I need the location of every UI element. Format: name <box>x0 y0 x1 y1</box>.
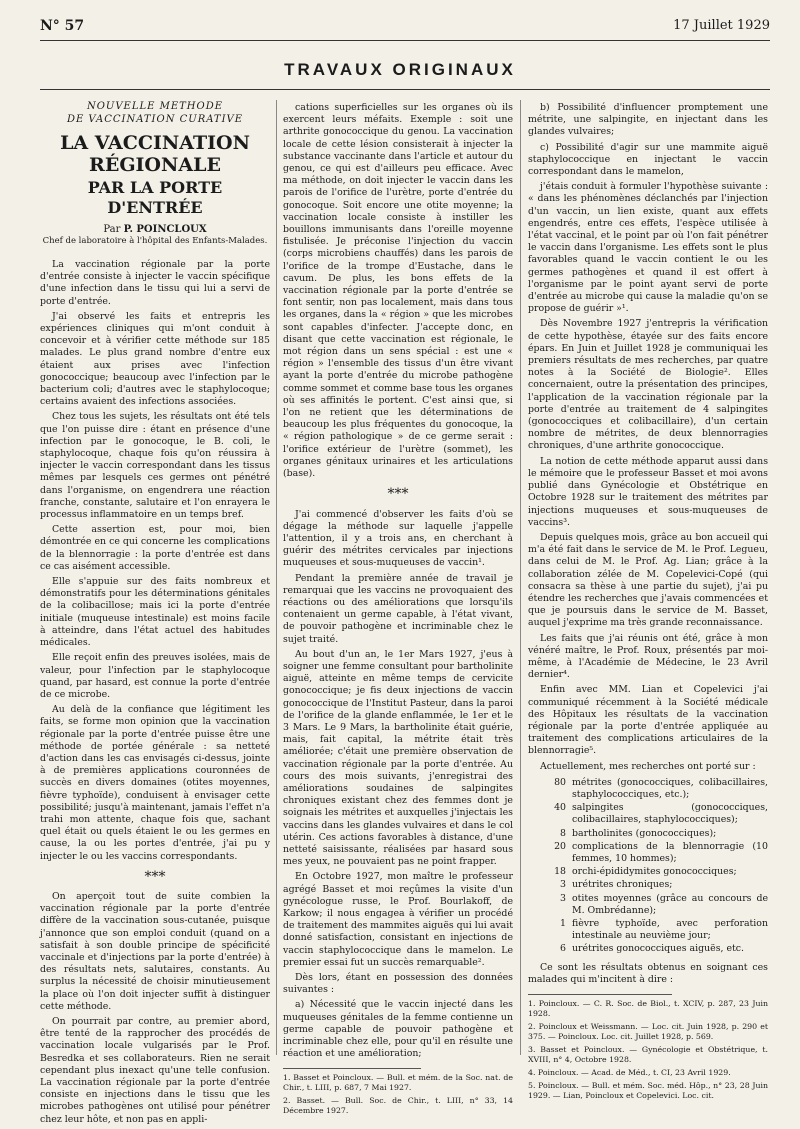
byline-prefix: Par <box>103 224 121 235</box>
paragraph: a) Nécessité que le vaccin injecté dans les muqueuses génitales de la femme contienne un germe capable de pouvoir pathogène et incriminable chez elle, pour qu'il en résulte une réaction et une amélioration; <box>283 999 513 1060</box>
paragraph: On pourrait par contre, au premier abord, être tenté de la rapprocher des procédés de vaccination locale vulgarisés par le Prof. Besredka et ses collaborateurs. Rien ne serait cependant plus inexact qu'une telle confusion. La vaccination régionale par la porte d'entrée consiste en injections dans le tissu que les microbes pathogènes ont utilisé pour pénétrer chez leur hôte, et non pas en appli- <box>40 1015 270 1125</box>
list-item-count: 18 <box>554 866 566 878</box>
author-affiliation: Chef de laboratoire à l'hôpital des Enfants-Malades. <box>42 236 268 246</box>
list-item-text: fièvre typhoïde, avec perforation intestinale au neuvième jour; <box>572 918 768 942</box>
list-item <box>528 879 768 891</box>
paragraph: J'ai commencé d'observer les faits d'où se dégage la méthode sur laquelle j'appelle l'attention, il y a trois ans, en cherchant à guérir des métrites cervicales par injections muqueuses et sous-muqueuses de vaccin¹. <box>283 508 513 569</box>
footnote: 5. Poincloux. — Bull. et mém. Soc. méd. Hôp., n° 23, 28 Juin 1929. — Lian, Poincloux et Copelevici. Loc. cit. <box>528 1081 768 1101</box>
paragraph: cations superficielles sur les organes où ils exercent leurs méfaits. Exemple : soit une arthrite gonococcique du genou. La vaccination locale de cette lésion consisterait à injecter la substance vaccinante dans l'article et autour du genou, ce qui est d'ailleurs peu efficace. Avec ma méthode, on doit injecter le vaccin dans les parois de l'orifice de l'urètre, porte d'entrée du gonocoque. Soit encore une otite moyenne; la vaccination locale consiste à instiller les bouillons immunisants dans l'oreille moyenne fistulisée. Je préconise l'injection du vaccin (corps microbiens chauffés) dans les parois de l'orifice de la trompe d'Eustache, dans le cavum. De plus, les bons effets de la vaccination régionale par la porte d'entrée se font sentir, non pas localement, mais dans tous les organes, dans la « région » que les microbes sont capables d'infecter. J'accepte donc, en disant que cette vaccination est régionale, le mot région dans un sens spécial : est une « région » l'ensemble des tissus d'un être vivant ayant la porte d'entrée du microbe pathogène comme sommet et comme base tous les organes où ses affinités le portent. C'est ainsi que, si l'on ne retient que les déterminations de beaucoup les plus fréquentes du gonocoque, la « région pathologique » de ce germe serait : l'orifice extérieur de l'urètre (sommet), les organes génitaux urinaires et les articulations (base). <box>283 102 513 480</box>
column-3-footnotes <box>528 999 768 1101</box>
list-item-count: 80 <box>554 776 566 788</box>
footnote: 3. Basset et Poincloux. — Gynécologie et Obstétrique, t. XVIII, n° 4, Octobre 1928. <box>528 1045 768 1065</box>
list-item-count: 40 <box>554 802 566 814</box>
article-title: LA VACCINATION RÉGIONALE <box>60 132 250 176</box>
column-3 <box>528 102 768 1104</box>
paragraph: Enfin avec MM. Lian et Copelevici j'ai communiqué récemment à la Société médicale des Hôpitaux les résultats de la vaccination régionale par la porte d'entrée appliquée au traitement des complications articulaires de la blennorragie⁵. <box>528 684 768 757</box>
column-2-body <box>283 102 513 480</box>
paragraph: Dès Novembre 1927 j'entrepris la vérification de cette hypothèse, étayée sur des faits encore épars. En Juin et Juillet 1928 je communiquai les premiers résultats de mes recherches, par quatre notes à la Société de Biologie². Elles concernaient, outre la présentation des principes, l'application de la vaccination régionale par la porte d'entrée au traitement de 4 salpingites (gonococciques et colibacillaire), d'un certain nombre de métrites, de deux blennorragies chroniques, d'une arthrite gonococcique. <box>528 318 768 452</box>
paragraph: Chez tous les sujets, les résultats ont été tels que l'on puisse dire : étant en présence d'une infection par le gonocoque, le B. coli, le staphylocoque, chaque fois qu'on réussira à injecter le vaccin correspondant dans les tissus mêmes par lesquels ces germes ont pénétré dans l'organisme, on engendrera une réaction franche, constante, salutaire et l'on enrayera le processus inflammatoire en un temps bref. <box>40 411 270 521</box>
paragraph: Au bout d'un an, le 1er Mars 1927, j'eus à soigner une femme consultant pour bartholinite aiguë, atteinte en même temps de cervicite gonococcique; je fis deux injections de vaccin gonococcique de l'Institut Pasteur, dans la paroi de l'orifice de la glande enflammée, le 1er et le 3 Mars. Le 9 Mars, la bartholinite était guérie, mais, fait capital, la métrite était très améliorée; c'était une première observation de vaccination régionale par la porte d'entrée. Au cours des mois suivants, j'enregistrai des améliorations soudaines de salpingites chroniques existant chez des femmes dont je soignais les métrites et auxquelles j'injectais les vaccins dans les glandes vulvaires et dans le col utérin. Ces actions favorables à distance, d'une netteté saisissante, réalisées par hasard sous mes yeux, ne pouvaient pas ne point frapper. <box>283 648 513 868</box>
paragraph: La notion de cette méthode apparut aussi dans le mémoire que le professeur Basset et moi avons publié dans Gynécologie et Obstétrique en Octobre 1928 sur le traitement des métrites par injections muqueuses et sous-muqueuses de vaccins³. <box>528 455 768 528</box>
list-item <box>528 893 768 917</box>
page-header <box>40 18 770 40</box>
list-item <box>528 943 768 955</box>
paragraph: Pendant la première année de travail je remarquai que les vaccins ne provoquaient des réactions ou des améliorations que lorsqu'ils contenaient un germe capable, à l'état vivant, de pouvoir pathogène et incriminable chez le sujet traité. <box>283 572 513 645</box>
paragraph: On aperçoit tout de suite combien la vaccination régionale par la porte d'entrée diffère de la vaccination sous-cutanée, puisque j'annonce que son emploi conduit (quand on a satisfait à son double principe de spécificité vaccinale et d'injections par la porte d'entrée) à des résultats nets, salutaires, constants. Au surplus la nécessité de choisir minutieusement la place où l'on doit injecter suffit à distinguer cette méthode. <box>40 890 270 1012</box>
issue-number: N° 57 <box>40 18 85 34</box>
list-item-count: 1 <box>560 918 566 929</box>
author-name: P. POINCLOUX <box>123 224 207 235</box>
header-rule <box>40 40 770 41</box>
list-item-count: 20 <box>554 840 566 852</box>
list-item <box>528 866 768 878</box>
column-2 <box>283 102 513 1119</box>
footnote-rule <box>528 994 672 995</box>
list-item-count: 8 <box>560 827 566 839</box>
footnote: 2. Poincloux et Weissmann. — Loc. cit. Juin 1928, p. 290 et 375. — Poincloux. Loc. cit. Juillet 1928, p. 569. <box>528 1022 768 1042</box>
column-2-body-2 <box>283 509 513 1061</box>
article-subtitle: PAR LA PORTE D'ENTRÉE <box>87 178 223 217</box>
section-rule <box>40 89 770 90</box>
closing-paragraph: Ce sont les résultats obtenus en soignant ces malades qui m'incitent à dire : <box>528 961 768 985</box>
list-item-text: orchi-épididymites gonococciques; <box>572 866 737 878</box>
paragraph: La vaccination régionale par la porte d'entrée consiste à injecter le vaccin spécifique d'une infection dans le tissu qui lui a servi de porte d'entrée. <box>40 259 270 307</box>
paragraph: Au delà de la confiance que légitiment les faits, se forme mon opinion que la vaccination régionale par la porte d'entrée puisse être une méthode de portée générale : sa netteté d'action dans les cas envisagés ci-dessus, jointe à de premières applications couronnées de succès en divers domaines (otites moyennes, fièvre typhoïde), conduisent à envisager cette possibilité; jusqu'à maintenant, jamais l'effet n'a trahi mon attente, chaque fois que, sachant quel était ou quels étaient le ou les germes en cause, la ou les portes d'entrée, j'ai pu y injecter le ou les vaccins correspondants. <box>40 704 270 862</box>
case-list <box>528 777 768 956</box>
list-item-count: 3 <box>560 879 566 891</box>
list-item <box>528 802 768 826</box>
list-item <box>528 828 768 840</box>
list-item-text: complications de la blennorragie (10 femmes, 10 hommes); <box>572 840 768 864</box>
paragraph: Depuis quelques mois, grâce au bon accueil qui m'a été fait dans le service de M. le Prof. Legueu, dans celui de M. le Prof. Ag. Lian; grâce à la collaboration zélée de M. Copelevici-Copé (qui consacra sa thèse à une partie du sujet), j'ai pu étendre les recherches que j'avais commencées et que je poursuis dans le service de M. Basset, auquel j'exprime ma très grande reconnaissance. <box>528 531 768 629</box>
paragraph: Elle s'appuie sur des faits nombreux et démonstratifs pour les déterminations génitales de la colibacillose; mais ici la porte d'entrée initiale (muqueuse intestinale) est moins facile à atteindre, dans l'état actuel des habitudes médicales. <box>40 576 270 649</box>
byline <box>40 224 270 236</box>
column-divider <box>520 100 521 1055</box>
section-stars: *** <box>387 486 409 503</box>
list-item-count: 3 <box>560 892 566 904</box>
column-1-body <box>40 259 270 863</box>
list-item-text: métrites (gonococciques, colibacillaires, staphylococciques, etc.); <box>572 776 768 800</box>
list-item-text: bartholinites (gonococciques); <box>572 827 717 839</box>
list-item-text: salpingites (gonococciques, colibacillaires, staphylococciques); <box>572 802 768 826</box>
list-item <box>528 918 768 942</box>
footnote-rule <box>283 1068 421 1069</box>
column-1 <box>40 100 270 1129</box>
paragraph: J'ai observé les faits et entrepris les expériences cliniques qui m'ont conduit à concevoir et à vérifier cette méthode sur 185 malades. Le plus grand nombre d'entre eux étaient aux prises avec l'infection gonococcique; beaucoup avec l'infection par le bacterium coli; d'autres avec le staphylocoque; certains avaient des infections associées. <box>40 310 270 408</box>
issue-date: 17 Juillet 1929 <box>673 18 770 33</box>
column-3-body <box>528 102 768 773</box>
kicker-line: DE VACCINATION CURATIVE <box>66 114 244 125</box>
paragraph: En Octobre 1927, mon maître le professeur agrégé Basset et moi reçûmes la visite d'un gynécologue russe, le Prof. Bourlakoff, de Karkow; il nous engagea à vérifier un procédé de traitement des mammites aiguës qui lui avait donné satisfaction, consistant en injections de vaccin staphylococcique dans le mamelon. Le premier essai fut un succès remarquable². <box>283 871 513 968</box>
footnote: 2. Basset. — Bull. Soc. de Chir., t. LIII, n° 33, 14 Décembre 1927. <box>283 1096 513 1116</box>
footnote: 1. Basset et Poincloux. — Bull. et mém. de la Soc. nat. de Chir., t. LIII, p. 687, 7 Mai 1927. <box>283 1073 513 1093</box>
paragraph: Les faits que j'ai réunis ont été, grâce à mon vénéré maître, le Prof. Roux, présentés par moi-même, à l'Académie de Médecine, le 23 Avril dernier⁴. <box>528 632 768 681</box>
paragraph: Cette assertion est, pour moi, bien démontrée en ce qui concerne les complications de la blennorragie : la porte d'entrée est dans ce cas aisément accessible. <box>40 524 270 572</box>
paragraph: b) Possibilité d'influencer promptement une métrite, une salpingite, en injectant dans les glandes vulvaires; <box>528 102 768 138</box>
section-stars: *** <box>144 868 166 885</box>
paragraph: Actuellement, mes recherches ont porté sur : <box>540 760 756 772</box>
column-divider <box>276 100 277 1055</box>
footnote: 1. Poincloux. — C. R. Soc. de Biol., t. XCIV, p. 287, 23 Juin 1928. <box>528 999 768 1019</box>
list-item-text: urétrites chroniques; <box>572 879 673 891</box>
column-2-footnotes <box>283 1073 513 1116</box>
list-item-count: 6 <box>560 943 566 955</box>
paragraph: j'étais conduit à formuler l'hypothèse suivante : « dans les phénomènes déclanchés par l'injection d'un vaccin, un lien existe, quant aux effets engendrés, entre ces effets, l'espèce utilisée à l'état vaccinal, et le point par où l'on fait pénétrer le vaccin dans l'organisme. Les effets sont le plus favorables quand le vaccin contient le ou les germes pathogènes et quand il est offert à l'organisme par le point ayant servi de porte d'entrée au microbe qui cause la maladie qu'on se propose de guérir »¹. <box>528 181 768 315</box>
kicker-line: NOUVELLE METHODE <box>86 101 224 112</box>
list-item-text: urétrites gonococciques aiguës, etc. <box>572 943 745 955</box>
list-item <box>528 841 768 865</box>
paragraph: Elle reçoit enfin des preuves isolées, mais de valeur, pour l'infection par le staphylocoque quand, par hasard, est connue la porte d'entrée de ce microbe. <box>40 652 270 700</box>
section-title: TRAVAUX ORIGINAUX <box>284 60 516 79</box>
list-item-text: otites moyennes (grâce au concours de M. Ombrédanne); <box>572 892 768 916</box>
article-kicker <box>40 100 270 126</box>
paragraph: Dès lors, étant en possession des données suivantes : <box>283 972 513 996</box>
list-item <box>528 777 768 801</box>
footnote: 4. Poincloux. — Acad. de Méd., t. CI, 23 Avril 1929. <box>528 1068 731 1078</box>
column-1-body-2 <box>40 891 270 1126</box>
paragraph: c) Possibilité d'agir sur une mammite aiguë staphylococcique en injectant le vaccin correspondant dans le mamelon, <box>528 141 768 178</box>
